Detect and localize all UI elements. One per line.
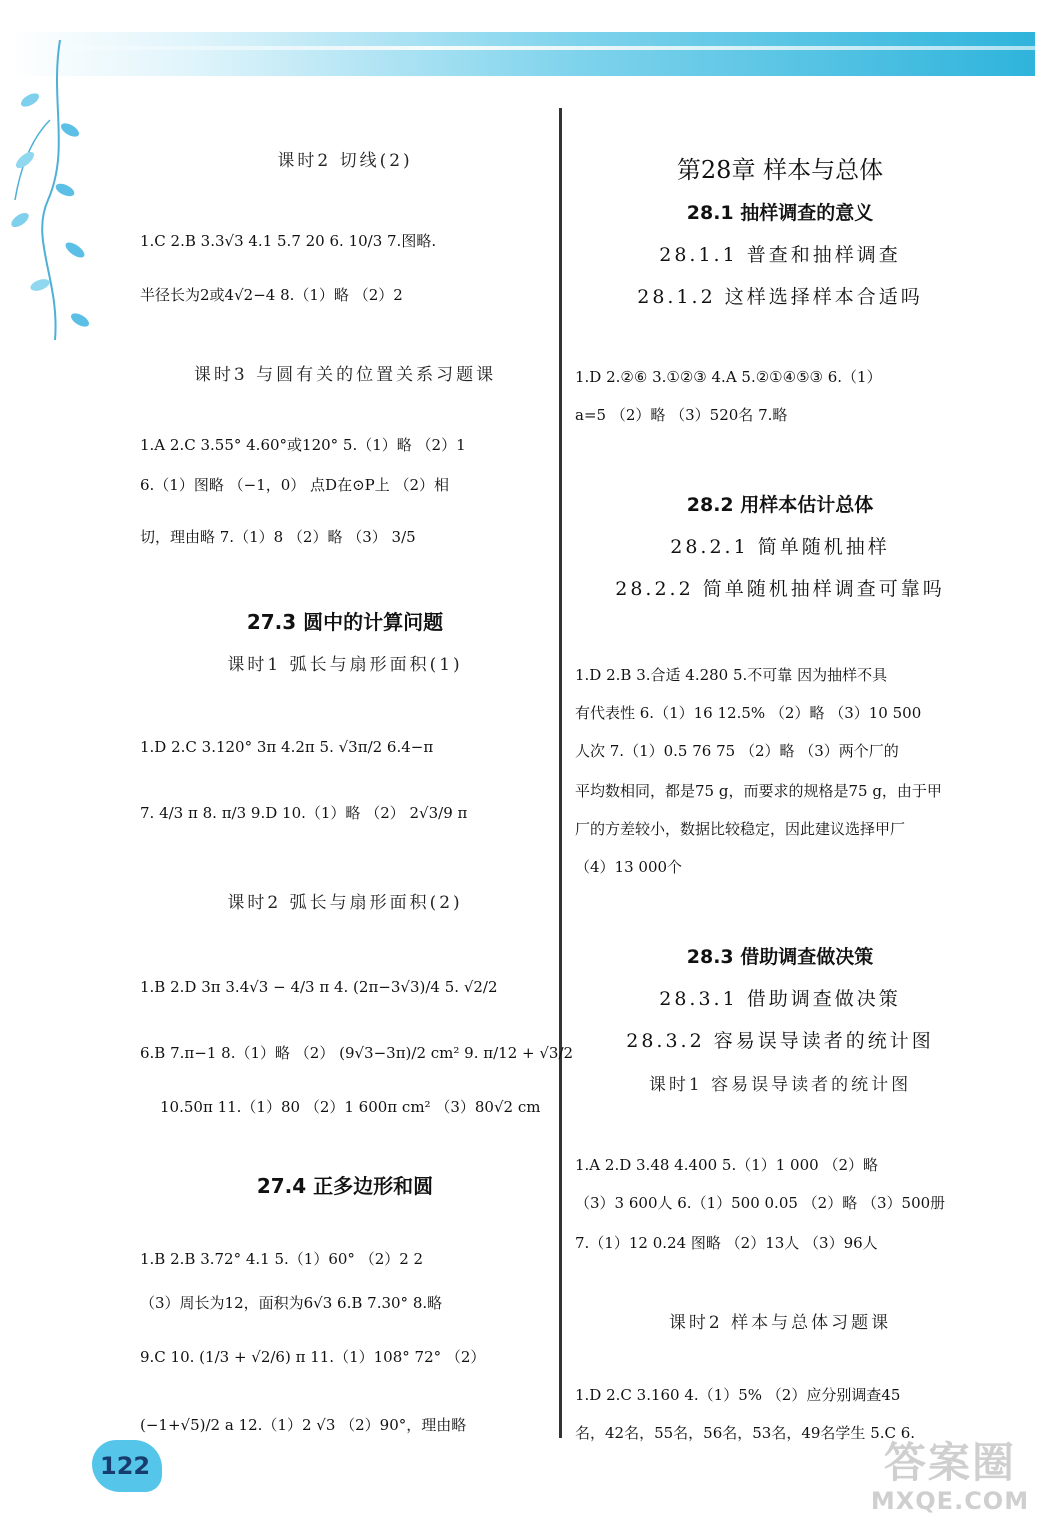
watermark-text: 答案圈 [883, 1438, 1016, 1487]
lesson-title: 课时2 切线(2) [277, 151, 413, 171]
answer-line: 平均数相同，都是75 g，而要求的规格是75 g，由于甲 [575, 782, 942, 800]
chapter-heading: 第28章 样本与总体 [676, 156, 884, 184]
section-heading: 27.3 圆中的计算问题 [246, 610, 444, 634]
answer-line: 切，理由略 7.（1）8 （2）略 （3） 3/5 [140, 528, 416, 546]
column-divider [559, 108, 562, 1438]
answer-line: （4）13 000个 [575, 858, 683, 876]
answer-line: 厂的方差较小，数据比较稳定，因此建议选择甲厂 [575, 820, 906, 838]
answer-line: 1.D 2.C 3.160 4.（1）5% （2）应分别调查45 [575, 1386, 901, 1404]
subsection-heading: 28.2.1 简单随机抽样 [670, 536, 890, 558]
page-number: 122 [100, 1452, 151, 1480]
section-heading: 28.2 用样本估计总体 [686, 494, 874, 516]
answer-line: 1.C 2.B 3.3√3 4.1 5.7 20 6. 10/3 7.图略. [140, 232, 437, 250]
lesson-title: 课时2 弧长与扇形面积(2) [227, 893, 463, 913]
answer-line: 9.C 10. (1/3 + √2/6) π 11.（1）108° 72° （2） [140, 1348, 486, 1366]
header-banner [10, 32, 1035, 76]
watermark-url: MXQE.COM [870, 1487, 1030, 1515]
answer-line: 1.D 2.②⑥ 3.①②③ 4.A 5.②①④⑤③ 6.（1） [575, 368, 882, 386]
answer-line: 1.A 2.D 3.48 4.400 5.（1）1 000 （2）略 [575, 1156, 879, 1174]
answer-line: 6.B 7.π−1 8.（1）略 （2） (9√3−3π)/2 cm² 9. π/12 + √3/2 [140, 1044, 574, 1062]
vine-decoration-icon [0, 40, 120, 340]
answer-line: 半径长为2或4√2−4 8.（1）略 （2）2 [140, 286, 403, 304]
answer-line: 1.A 2.C 3.55° 4.60°或120° 5.（1）略 （2）1 [140, 436, 466, 454]
page-number-badge [92, 1440, 162, 1492]
answer-line: （3）周长为12，面积为6√3 6.B 7.30° 8.略 [140, 1294, 443, 1312]
lesson-title: 课时2 样本与总体习题课 [668, 1313, 892, 1333]
subsection-heading: 28.1.1 普查和抽样调查 [659, 244, 901, 266]
answer-line: 名，42名，55名，56名，53名，49名学生 5.C 6. [575, 1424, 916, 1442]
watermark-logo [870, 1440, 1030, 1532]
answer-line: 有代表性 6.（1）16 12.5% （2）略 （3）10 500 [575, 704, 922, 722]
answer-line: (−1+√5)/2 a 12.（1）2 √3 （2）90°，理由略 [140, 1416, 467, 1434]
subsection-heading: 28.3.1 借助调查做决策 [659, 988, 901, 1010]
section-heading: 28.3 借助调查做决策 [686, 946, 874, 968]
answer-line: （3）3 600人 6.（1）500 0.05 （2）略 （3）500册 [575, 1194, 946, 1212]
subsection-heading: 28.1.2 这样选择样本合适吗 [637, 286, 923, 308]
section-heading: 28.1 抽样调查的意义 [686, 202, 874, 224]
lesson-title: 课时3 与圆有关的位置关系习题课 [193, 365, 497, 385]
answer-line: 1.B 2.B 3.72° 4.1 5.（1）60° （2）2 2 [140, 1250, 424, 1268]
answer-line: a=5 （2）略 （3）520名 7.略 [575, 406, 788, 424]
answer-line: 1.B 2.D 3π 3.4√3 − 4/3 π 4. (2π−3√3)/4 5. √2/2 [140, 978, 498, 996]
answer-line: 1.D 2.C 3.120° 3π 4.2π 5. √3π/2 6.4−π [140, 738, 434, 756]
answer-line: 7.（1）12 0.24 图略 （2）13人 （3）96人 [575, 1234, 878, 1252]
answer-line: 7. 4/3 π 8. π/3 9.D 10.（1）略 （2） 2√3/9 π [140, 804, 468, 822]
answer-line: 10.50π 11.（1）80 （2）1 600π cm² （3）80√2 cm [160, 1098, 541, 1116]
section-heading: 27.4 正多边形和圆 [256, 1174, 434, 1198]
lesson-title: 课时1 弧长与扇形面积(1) [227, 655, 463, 675]
answer-line: 1.D 2.B 3.合适 4.280 5.不可靠 因为抽样不具 [575, 666, 888, 684]
lesson-title: 课时1 容易误导读者的统计图 [648, 1075, 912, 1095]
answer-line: 6.（1）图略 （−1，0） 点D在⊙P上 （2）相 [140, 476, 450, 494]
subsection-heading: 28.3.2 容易误导读者的统计图 [626, 1030, 934, 1052]
subsection-heading: 28.2.2 简单随机抽样调查可靠吗 [615, 578, 945, 600]
answer-line: 人次 7.（1）0.5 76 75 （2）略 （3）两个厂的 [575, 742, 899, 760]
